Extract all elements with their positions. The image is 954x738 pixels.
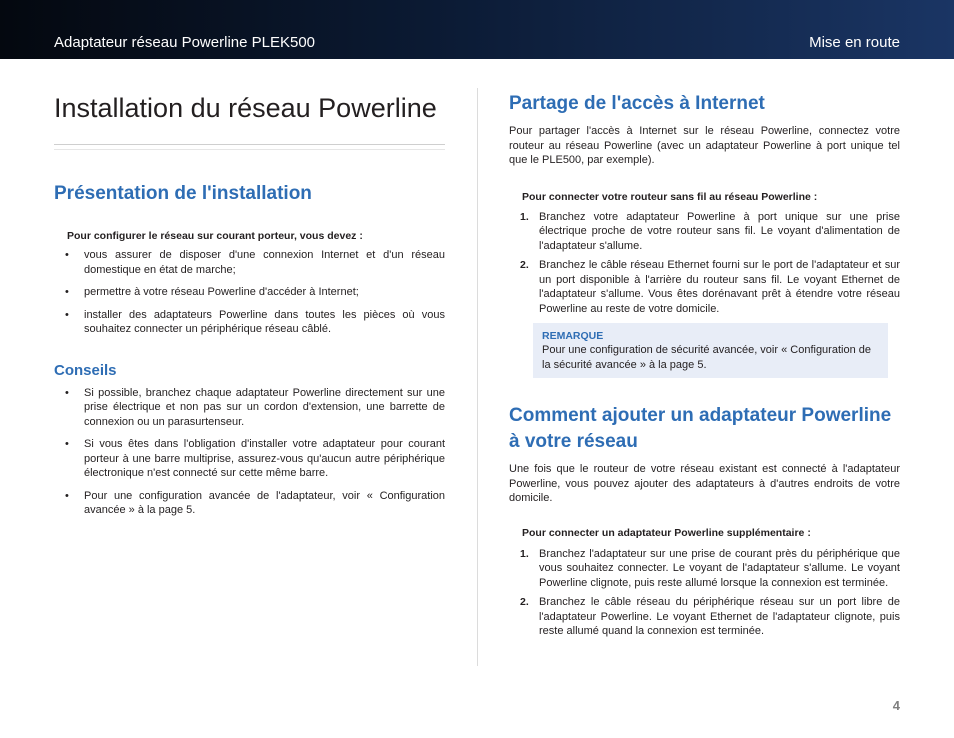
add-intro: Pour connecter un adaptateur Powerline supplémentaire : bbox=[522, 526, 811, 539]
list-item: 2. Branchez le câble réseau Ethernet fourni sur le port de l'adaptateur et sur un port disponible à l'arrière du routeur sans fil. Le voyant Ethernet de l'adaptateur s'allume. Vous êtes dorénavant prêt à étendre votre réseau Powerline au reste de votre domicile. bbox=[520, 259, 900, 315]
chapter-name: Mise en route bbox=[809, 34, 900, 51]
page-title: Installation du réseau Powerline bbox=[54, 93, 437, 123]
left-column bbox=[54, 88, 445, 526]
note-text: Pour une configuration de sécurité avancée, voir « Configuration de la sécurité avancée » à la page 5. bbox=[542, 344, 871, 371]
right-column bbox=[509, 92, 900, 644]
list-item: • permettre à votre réseau Powerline d'accéder à Internet; bbox=[65, 286, 359, 298]
add-heading: Comment ajouter un adaptateur Powerline à votre réseau bbox=[509, 405, 892, 452]
note-label: REMARQUE bbox=[542, 330, 604, 342]
list-item: • Si vous êtes dans l'obligation d'installer votre adaptateur pour courant porteur à une barre multiprise, assurez-vous qu'aucun autre périphérique électronique n'est connecté sur cette même barre. bbox=[65, 438, 445, 479]
overview-list bbox=[54, 248, 445, 337]
list-item: • Pour une configuration avancée de l'adaptateur, voir « Configuration avancée » à la page 5. bbox=[65, 489, 445, 516]
list-item: 1. Branchez votre adaptateur Powerline à port unique sur une prise électrique proche de votre routeur sans fil. Le voyant d'alimentation de l'adaptateur s'allume. bbox=[520, 210, 900, 252]
page-header bbox=[0, 0, 954, 59]
page-number: 4 bbox=[892, 698, 900, 713]
note-box bbox=[533, 323, 888, 378]
list-item: • installer des adaptateurs Powerline dans toutes les pièces où vous souhaitez connecter un périphérique réseau câblé. bbox=[65, 308, 445, 335]
add-steps bbox=[509, 547, 900, 639]
overview-heading: Présentation de l'installation bbox=[54, 183, 312, 204]
share-intro: Pour connecter votre routeur sans fil au réseau Powerline : bbox=[522, 190, 818, 203]
title-rule bbox=[54, 144, 445, 150]
list-item: • vous assurer de disposer d'une connexion Internet et d'un réseau domestique en état de marche; bbox=[65, 249, 445, 276]
tips-list bbox=[54, 386, 445, 518]
add-paragraph: Une fois que le routeur de votre réseau existant est connecté à l'adaptateur Powerline, vous pouvez ajouter des adaptateurs à d'autres endroits de votre domicile. bbox=[509, 463, 900, 504]
share-paragraph: Pour partager l'accès à Internet sur le réseau Powerline, connectez votre routeur au réseau Powerline (avec un adaptateur Powerline à port unique tel que le PLE500, par exemple). bbox=[509, 125, 900, 166]
product-title: Adaptateur réseau Powerline PLEK500 bbox=[54, 34, 316, 51]
column-divider bbox=[477, 88, 478, 666]
list-item: 1. Branchez l'adaptateur sur une prise de courant près du périphérique que vous souhaitez connecter. Le voyant de l'adaptateur s'allume. Le voyant Powerline clignote, puis reste allumé lorsque la connexion est terminée. bbox=[520, 547, 900, 589]
tips-heading: Conseils bbox=[54, 361, 117, 379]
overview-intro: Pour configurer le réseau sur courant porteur, vous devez : bbox=[67, 230, 363, 242]
share-heading: Partage de l'accès à Internet bbox=[509, 93, 765, 114]
list-item: • Si possible, branchez chaque adaptateur Powerline directement sur une prise électrique et non pas sur un cordon d'extension, une barrette de connexion ou un parasurtenseur. bbox=[65, 386, 445, 428]
share-steps bbox=[509, 210, 900, 317]
list-item: 2. Branchez le câble réseau du périphérique réseau sur un port libre de l'adaptateur Powerline. Le voyant Ethernet de l'adaptateur clignote, puis reste allumé quand la connexion est terminée. bbox=[520, 596, 900, 637]
